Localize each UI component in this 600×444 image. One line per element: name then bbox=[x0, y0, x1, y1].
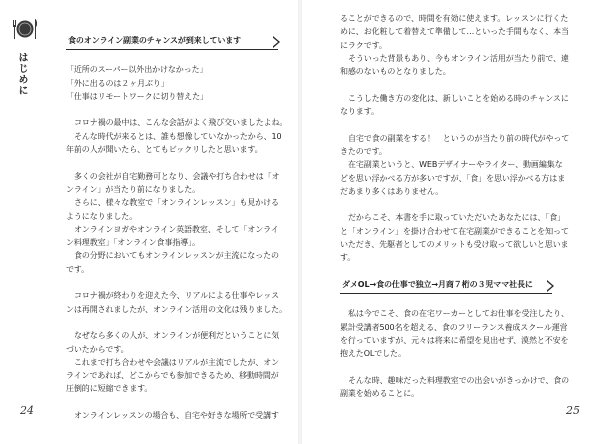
right-page-column bbox=[340, 12, 570, 400]
body-text-line: 和感のないものとなりました。 bbox=[340, 67, 451, 77]
right-page-heading bbox=[340, 278, 552, 294]
body-text-line: そんな時代が来るとは、誰も想像していなかったから、10 bbox=[74, 131, 282, 141]
body-text-line: 「外に出るのは２ヶ月ぶり」 bbox=[66, 78, 169, 88]
body-text-line: どを思い浮かべる方が多いですが、「食」を思い浮かべる方はま bbox=[340, 173, 566, 183]
body-text-line: だあまり多くはありません。 bbox=[340, 186, 444, 196]
body-text-line bbox=[66, 103, 278, 116]
body-text-line: 年前の人が聞いたら、とてもビックリしたと思います。 bbox=[66, 145, 263, 155]
right-heading-text: ダメOL→食の仕事で独立→月商７桁の３児ママ社長に bbox=[340, 278, 541, 292]
body-text-line bbox=[340, 265, 552, 278]
body-text-line bbox=[340, 78, 552, 91]
left-page-heading bbox=[66, 34, 278, 50]
body-text-line: づいたからです。 bbox=[66, 344, 129, 354]
body-text-line: オンラインレッスンの場合も、自宅や好きな場所で受講す bbox=[74, 411, 279, 421]
body-text-line: なぜなら多くの人が、オンラインが便利だということに気 bbox=[74, 331, 280, 341]
body-text-line bbox=[66, 276, 278, 289]
body-text-line: 私は今でこそ、食の在宅ワーカーとしてお仕事を受注したり、 bbox=[348, 309, 569, 319]
body-text-line: と「オンライン」を掛け合わせて在宅副業ができることを知って bbox=[340, 226, 569, 236]
body-text-line: 累計受講者500名を超える、食のフリーランス養成スクール運営 bbox=[340, 322, 568, 332]
body-text-line: ることができるので、時間を有効に使えます。レッスンに行くた bbox=[340, 14, 569, 23]
body-text-line: そんな時、趣味だった料理教室での出会いがきっかけで、食の bbox=[348, 375, 570, 385]
book-gutter bbox=[298, 0, 302, 444]
body-text-line: そういった背景もあり、今もオンライン活用が当たり前で、違 bbox=[348, 53, 569, 63]
body-text-line bbox=[340, 198, 552, 211]
body-text-line bbox=[340, 294, 552, 307]
body-text-line: オンラインヨガやオンライン英語教室、そして「オンライ bbox=[74, 224, 279, 234]
left-page-column bbox=[66, 34, 288, 422]
plate-cutlery-icon bbox=[9, 13, 41, 45]
body-text-line bbox=[66, 396, 278, 409]
body-text-line: なります。 bbox=[340, 107, 379, 117]
body-text-line: いただき、先駆者としてのメリットも受け取って欲しいと思いま bbox=[340, 240, 569, 250]
page-number-right: 25 bbox=[566, 404, 580, 417]
right-page-body-top bbox=[340, 12, 570, 278]
body-text-line: だからこそ、本書を手に取っていただいたあなたには、「食」 bbox=[348, 213, 566, 223]
body-text-line bbox=[66, 50, 278, 63]
right-page-body-bottom bbox=[340, 294, 570, 400]
body-text-line bbox=[66, 316, 278, 329]
body-text-line: ン料理教室」「オンライン食事指導」。 bbox=[66, 238, 200, 248]
body-text-line: 自宅で食の副業をする！ というのが当たり前の時代がやって bbox=[348, 133, 570, 143]
body-text-line: さらに、様々な教室で「オンラインレッスン」も見かける bbox=[74, 198, 279, 208]
chapter-side-label: はじめに bbox=[16, 52, 27, 96]
body-text-line: にラクです。 bbox=[340, 40, 387, 50]
body-text-line: ンは再開されましたが、オンライン活用の文化は残りました。 bbox=[66, 304, 287, 314]
body-text-line: 抱えたOLでした。 bbox=[340, 349, 406, 359]
page-number-left: 24 bbox=[20, 404, 34, 417]
left-heading-text: 食のオンライン副業のチャンスが到来しています bbox=[66, 34, 249, 48]
body-text-line: 「仕事はリモートワークに切り替えた」 bbox=[66, 91, 208, 101]
body-text-line: めに、お化粧して着替えて準備して…といった手間もなく、本当 bbox=[340, 27, 569, 37]
body-text-line: きたのです。 bbox=[340, 146, 387, 156]
body-text-line bbox=[340, 118, 552, 131]
body-text-line: 多くの会社が自宅勤務可となり、会議や打ち合わせは「オ bbox=[74, 171, 280, 181]
body-text-line: 在宅副業というと、WEBデザイナーやライター、動画編集な bbox=[348, 160, 563, 170]
body-text-line: す。 bbox=[340, 253, 356, 263]
body-text-line: 「近所のスーパー以外出かけなかった」 bbox=[66, 65, 208, 75]
body-text-line: です。 bbox=[66, 264, 90, 274]
left-page-body bbox=[66, 50, 288, 422]
body-text-line: ようになりました。 bbox=[66, 211, 138, 221]
body-text-line: ラインであれば、どこからでも参加できるため、移動時間が bbox=[66, 371, 279, 381]
body-text-line bbox=[340, 360, 552, 373]
body-text-line: ンライン」が当たり前になりました。 bbox=[66, 184, 201, 194]
body-text-line: こうした働き方の変化は、新しいことを始める時のチャンスに bbox=[348, 93, 569, 103]
body-text-line: 食の分野においてもオンラインレッスンが主流になったの bbox=[74, 251, 279, 261]
body-text-line: 副業を始めることに。 bbox=[340, 389, 419, 399]
body-text-line: コロナ禍の最中は、こんな会話がよく飛び交いましたよね。 bbox=[74, 118, 288, 128]
body-text-line: これまで打ち合わせや会議はリアルが主流でしたが、オン bbox=[74, 357, 280, 367]
body-text-line: 圧倒的に短縮できます。 bbox=[66, 384, 153, 394]
body-text-line: コロナ禍が終わりを迎えた今、リアルによる仕事やレッス bbox=[74, 291, 279, 301]
body-text-line bbox=[66, 156, 278, 169]
body-text-line: を行っていますが、元々は将来に希望を見出せず、漠然と不安を bbox=[340, 335, 569, 345]
